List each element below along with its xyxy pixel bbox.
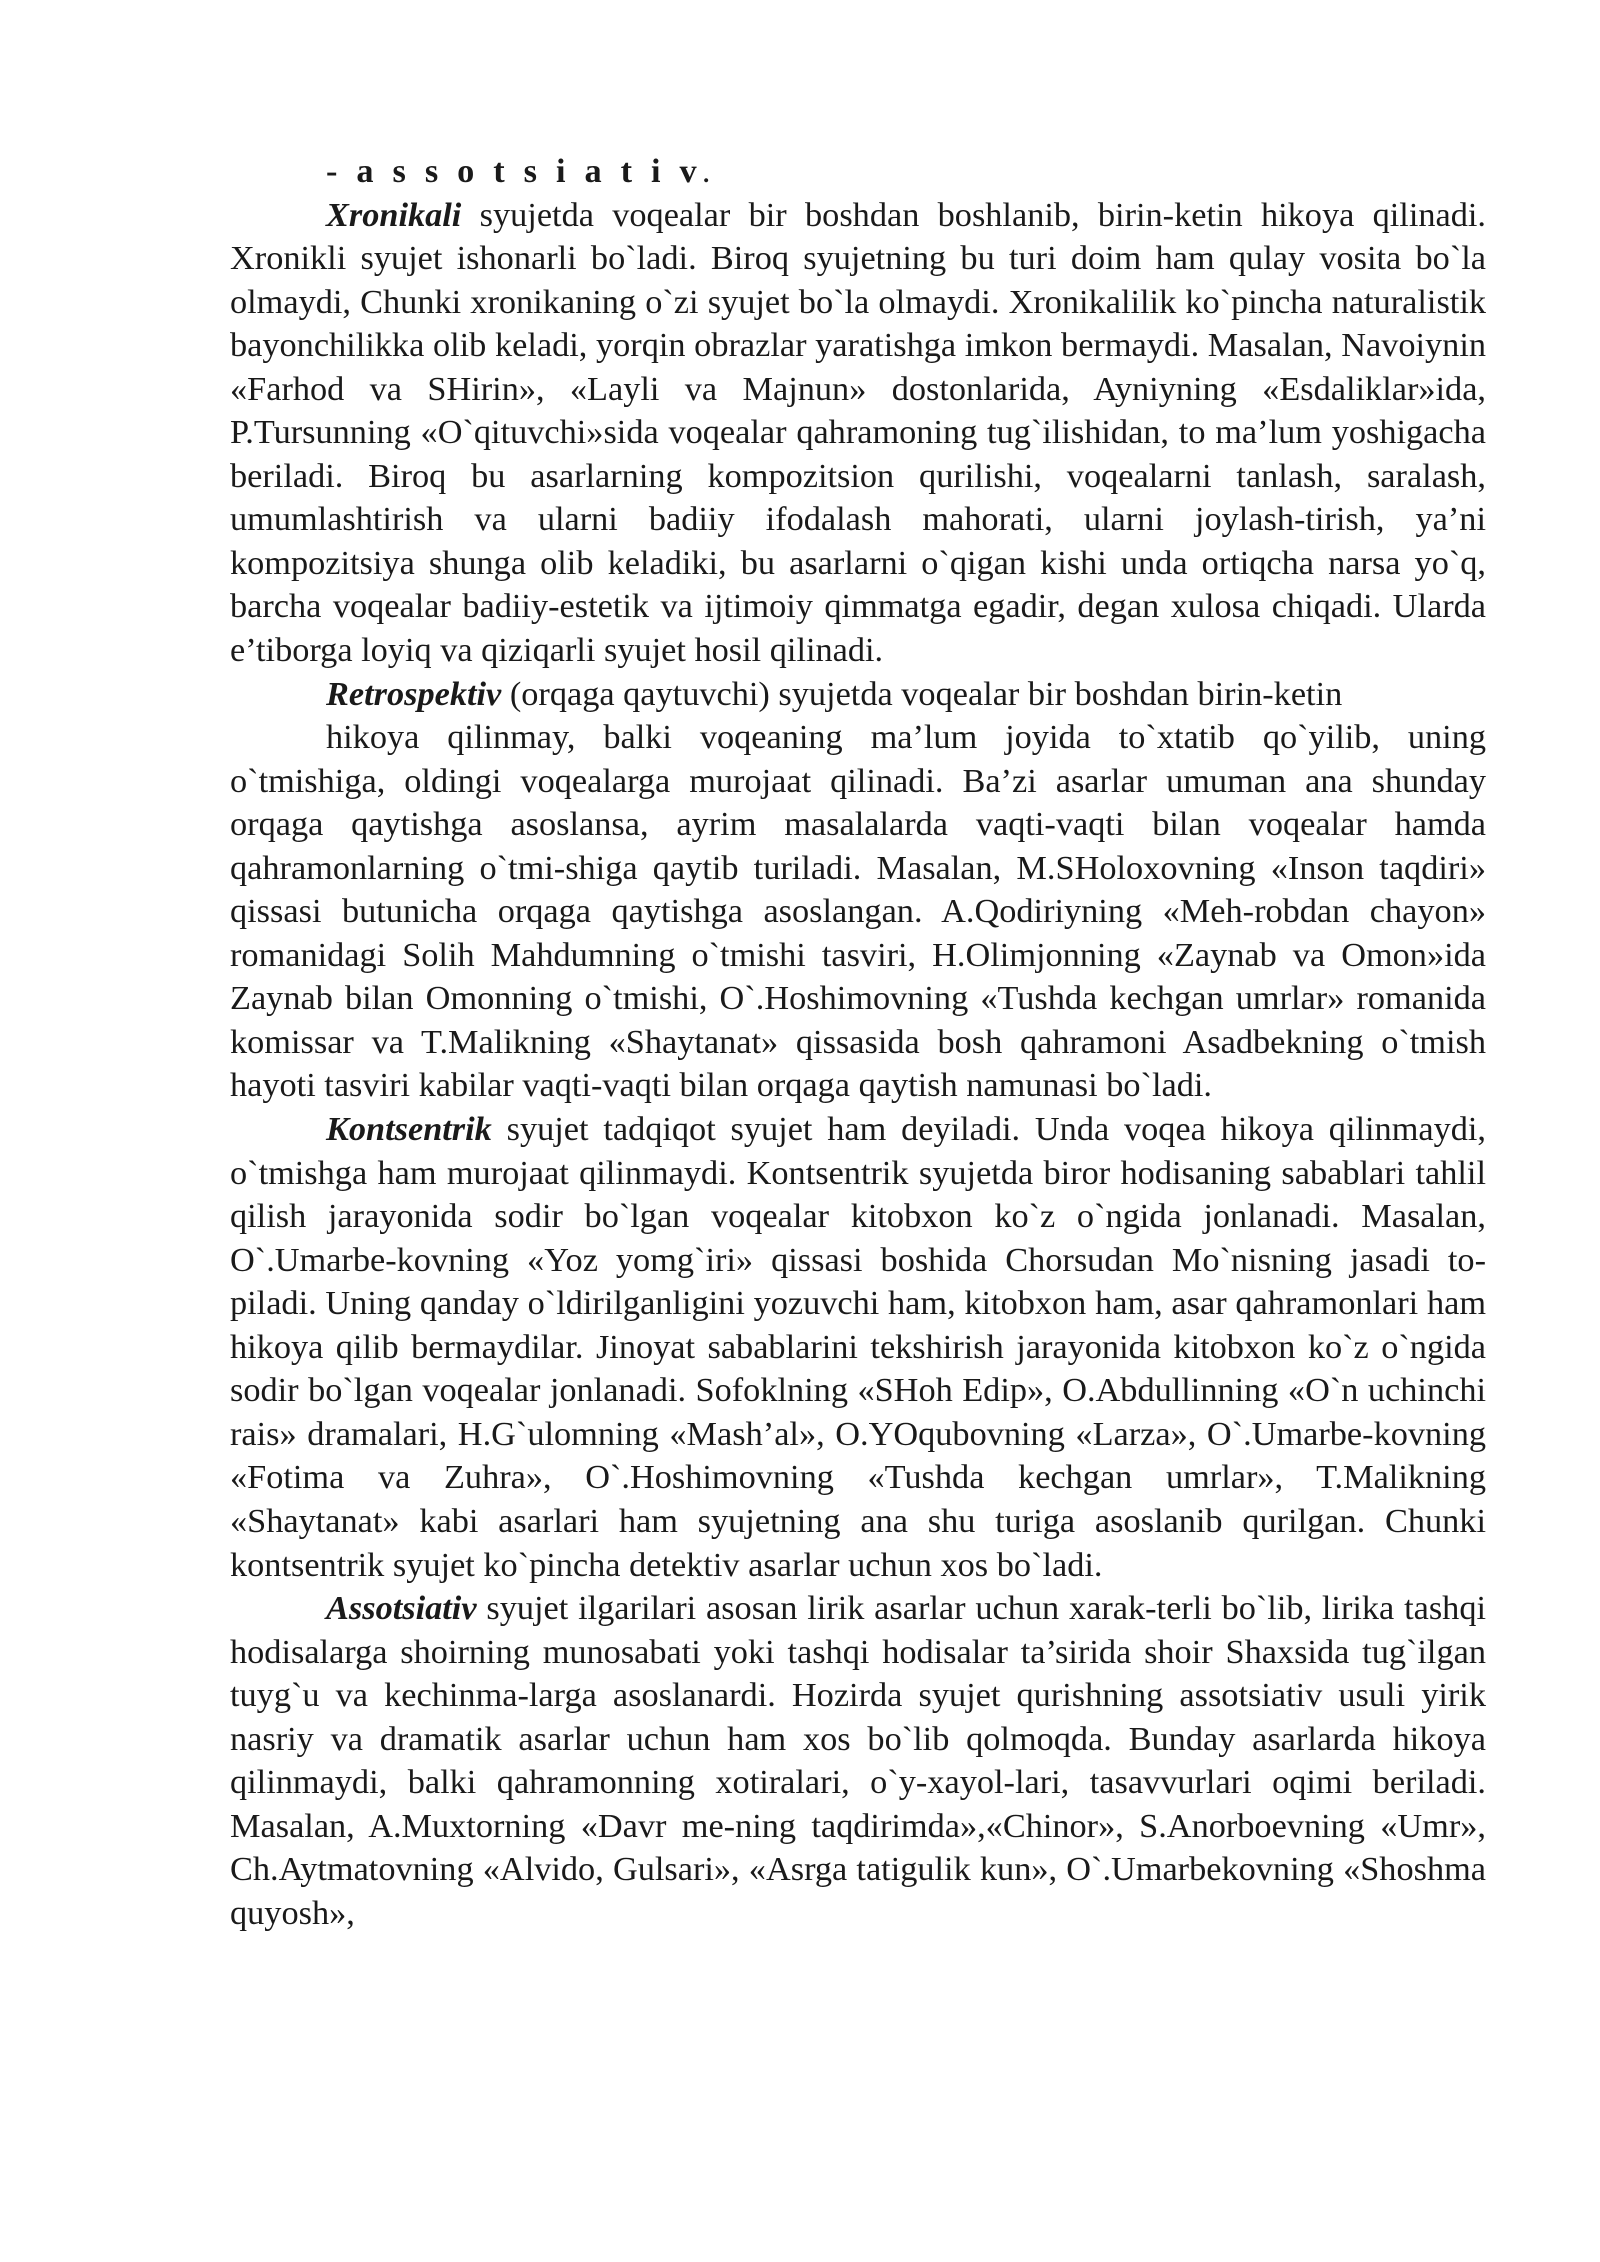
section-heading [230, 150, 1486, 194]
paragraph-kontsentrik [230, 1108, 1486, 1587]
paragraph-text: syujet tadqiqot syujet ham deyiladi. Unda voqea hikoya qilinmaydi, o`tmishga ham murojaat qilinmaydi. Kontsentrik syujetda biror hodisaning sabablari tahlil qilish jarayonida sodir bo`lgan voqealar kitobxon ko`z o`ngida jonlanadi. Masalan, O`.Umarbe-kovning «Yoz yomg`iri» qissasi boshida Chorsudan Mo`nisning jasadi to-piladi. Uning qanday o`ldirilganligini yozuvchi ham, kitobxon ham, asar qahramonlari ham hikoya qilib bermaydilar. Jinoyat sabablarini tekshirish jarayonida kitobxon ko`z o`ngida sodir bo`lgan voqealar jonlanadi. Sofoklning «SHoh Edip», O.Abdullinning «O`n uchinchi rais» dramalari, H.G`ulomning «Mash’al», O.YOqubovning «Larza», O`.Umarbe-kovning «Fotima va Zuhra», O`.Hoshimovning «Tushda kechgan umrlar», T.Malikning «Shaytanat» kabi asarlari ham syujetning ana shu turiga asoslanib qurilgan. Chunki kontsentrik syujet ko`pincha detektiv asarlar uchun xos bo`ladi. [230, 1110, 1486, 1584]
paragraph-retrospektiv-intro [230, 673, 1486, 717]
heading-label: - a s s o t s i a t i v [326, 152, 702, 190]
heading-period: . [701, 152, 711, 190]
term-xronikali: Xronikali [326, 195, 462, 234]
term-retrospektiv: Retrospektiv [326, 674, 502, 713]
term-assotsiativ: Assotsiativ [326, 1589, 477, 1628]
term-kontsentrik: Kontsentrik [326, 1110, 492, 1149]
paragraph-text: hikoya qilinmay, balki voqeaning ma’lum joyida to`xtatib qo`yilib, uning o`tmishiga, oldingi voqealarga murojaat qilinadi. Ba’zi asarlar umuman ana shunday orqaga qaytishga asoslansa, ayrim masalalarda vaqti-vaqti bilan voqealar hamda qahramonlarning o`tmi-shiga qaytib turiladi. Masalan, M.SHoloxovning «Inson taqdiri» qissasi butunicha orqaga qaytishga asoslangan. A.Qodiriyning «Meh-robdan chayon» romanidagi Solih Mahdumning o`tmishi tasviri, H.Olimjonning «Zaynab va Omon»ida Zaynab bilan Omonning o`tmishi, O`.Hoshimovning «Tushda kechgan umrlar» romanida komissar va T.Malikning «Shaytanat» qissasida bosh qahramoni Asadbekning o`tmish hayoti tasviri kabilar vaqti-vaqti bilan orqaga qaytish namunasi bo`ladi. [230, 718, 1486, 1105]
paragraph-text: syujetda voqealar bir boshdan boshlanib, birin-ketin hikoya qilinadi. Xronikli syujet ishonarli bo`ladi. Biroq syujetning bu turi doim ham qulay vosita bo`la olmaydi, Chunki xronikaning o`zi syujet bo`la olmaydi. Xronikalilik ko`pincha naturalistik bayonchilikka olib keladi, yorqin obrazlar yaratishga imkon bermaydi. Masalan, Navoiynin «Farhod va SHirin», «Layli va Majnun» dostonlarida, Ayniyning «Esdaliklar»ida, P.Tursunning «O`qituvchi»sida voqealar qahramoning tug`ilishidan, to ma’lum yoshigacha beriladi. Biroq bu asarlarning kompozitsion qurilishi, voqealarni tanlash, saralash, umumlashtirish va ularni badiiy ifodalash mahorati, ularni joylash-tirish, ya’ni kompozitsiya shunga olib keladiki, bu asarlarni o`qigan kishi unda ortiqcha narsa yo`q, barcha voqealar badiiy-estetik va ijtimoiy qimmatga egadir, degan xulosa chiqadi. Ularda e’tiborga loyiq va qiziqarli syujet hosil qilinadi. [230, 195, 1486, 670]
paragraph-xronikali [230, 194, 1486, 673]
document-page [230, 150, 1486, 1935]
paragraph-text: (orqaga qaytuvchi) syujetda voqealar bir boshdan birin-ketin [501, 674, 1343, 713]
paragraph-text: syujet ilgarilari asosan lirik asarlar uchun xarak-terli bo`lib, lirika tashqi hodisalarga shoirning munosabati yoki tashqi hodisalar ta’sirida shoir Shaxsida tug`ilgan tuyg`u va kechinma-larga asoslanardi. Hozirda syujet qurishning assotsiativ usuli yirik nasriy va dramatik asarlar uchun ham xos bo`lib qolmoqda. Bunday asarlarda hikoya qilinmaydi, balki qahramonning xotiralari, o`y-xayol-lari, tasavvurlari oqimi beriladi. Masalan, A.Muxtorning «Davr me-ning taqdirimda»,«Chinor», S.Anorboevning «Umr», Ch.Aytmatovning «Alvido, Gulsari», «Asrga tatigulik kun», O`.Umarbekovning «Shoshma quyosh», [230, 1589, 1486, 1932]
paragraph-assotsiativ [230, 1587, 1486, 1935]
paragraph-retrospektiv [230, 716, 1486, 1108]
